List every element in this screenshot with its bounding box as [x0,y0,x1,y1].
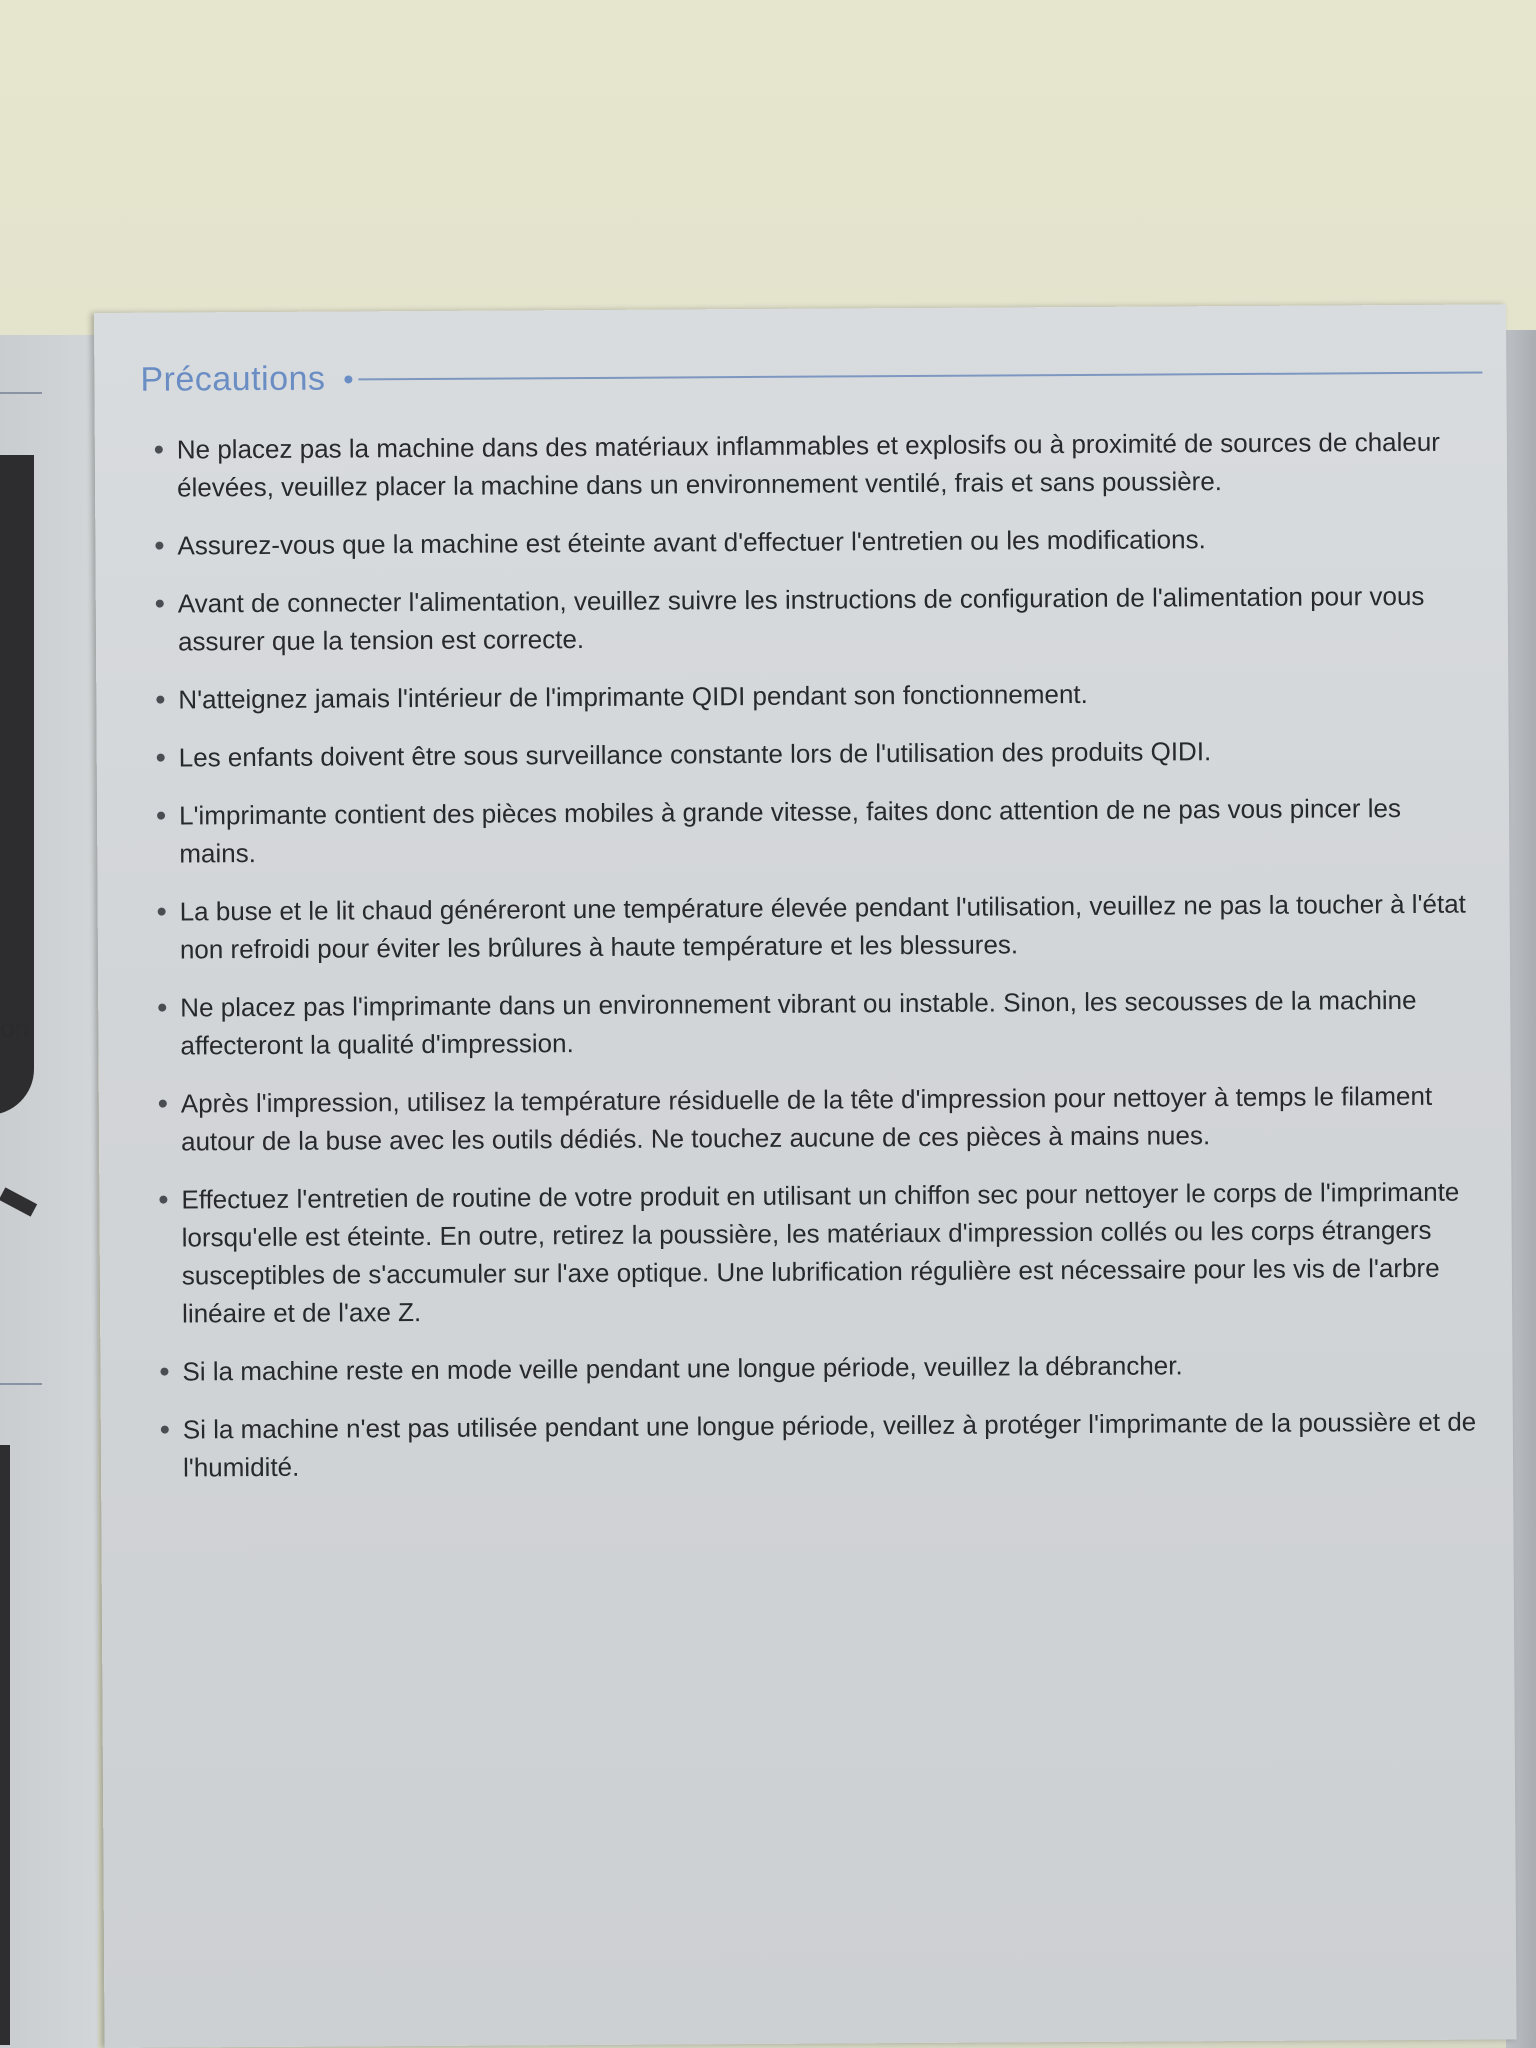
bullet-icon [155,446,163,454]
list-item-text: Avant de connecter l'alimentation, veuillez suivre les instructions de configuration de l'alimentation pour vous assurer que la tension est correcte. [177,580,1425,657]
precautions-list [155,423,1482,1507]
list-item-text: Effectuez l'entretien de routine de votre produit en utilisant un chiffon sec pour nettoyer le corps de l'imprimante lorsqu'elle est éteinte. En outre, retirez la poussière, les matériaux d'impression collés ou les corps étrangers susceptibles de s'accumuler sur l'axe optique. Une lubrification régulière est nécessaire pour les vis de l'arbre linéaire et de l'axe Z. [181,1176,1460,1329]
list-item [155,519,1475,565]
list-item [155,423,1475,507]
bullet-icon [156,696,164,704]
list-item [157,789,1477,873]
list-item-text: Si la machine reste en mode veille pendant une longue période, veuillez la débrancher. [182,1350,1183,1387]
list-item [157,731,1477,777]
left-page-illustration-detail [0,1187,37,1216]
bullet-icon [158,908,166,916]
bullet-icon [160,1368,168,1376]
bullet-icon [158,1004,166,1012]
left-page-dark-strip [0,1445,10,2045]
list-item-text: La buse et le lit chaud généreront une température élevée pendant l'utilisation, veuillez ne pas la toucher à l'état non refroidi pour éviter les brûlures à haute température et les blessures. [179,888,1466,965]
bullet-icon [156,600,164,608]
list-item [158,885,1478,969]
title-divider-line [358,372,1482,381]
bullet-icon [161,1426,169,1434]
bullet-icon [159,1100,167,1108]
left-page-rule-lower [0,1383,42,1385]
list-item [159,1077,1479,1161]
list-item [156,673,1476,719]
list-item [156,577,1476,661]
left-page-rule [0,392,42,394]
list-item-text: Ne placez pas l'imprimante dans un environnement vibrant ou instable. Sinon, les secousses de la machine affecteront la qualité d'impression. [180,984,1417,1061]
list-item-text: Les enfants doivent être sous surveillance constante lors de l'utilisation des produits QIDI. [178,736,1212,773]
title-bullet-dot [344,375,352,383]
list-item-text: Si la machine n'est pas utilisée pendant une longue période, veillez à protéger l'imprimante de la poussière et de l'humidité. [182,1406,1477,1483]
bullet-icon [157,754,165,762]
left-page-edge [0,335,98,2048]
section-title: Précautions [140,359,326,399]
list-item-text: N'atteignez jamais l'intérieur de l'imprimante QIDI pendant son fonctionnement. [178,678,1088,715]
bullet-icon [159,1196,167,1204]
list-item-text: Ne placez pas la machine dans des matériaux inflammables et explosifs ou à proximité de sources de chaleur élevées, veuillez placer la machine dans un environnement ventilé, frais et sans poussière. [176,426,1441,503]
left-page-partial-word: on [0,1013,29,1043]
list-item-text: Après l'impression, utilisez la température résiduelle de la tête d'impression pour nettoyer à temps le filament autour de la buse avec les outils dédiés. Ne touchez aucune de ces pièces à mains nues. [180,1080,1433,1157]
bullet-icon [157,812,165,820]
bullet-icon [155,542,163,550]
list-item [160,1345,1480,1391]
manual-page [94,304,1517,2048]
list-item [159,1173,1480,1333]
list-item [158,981,1478,1065]
list-item [161,1403,1481,1487]
list-item-text: Assurez-vous que la machine est éteinte avant d'effectuer l'entretien ou les modifications. [177,524,1206,561]
list-item-text: L'imprimante contient des pièces mobiles à grande vitesse, faites donc attention de ne pas vous pincer les mains. [178,793,1402,869]
